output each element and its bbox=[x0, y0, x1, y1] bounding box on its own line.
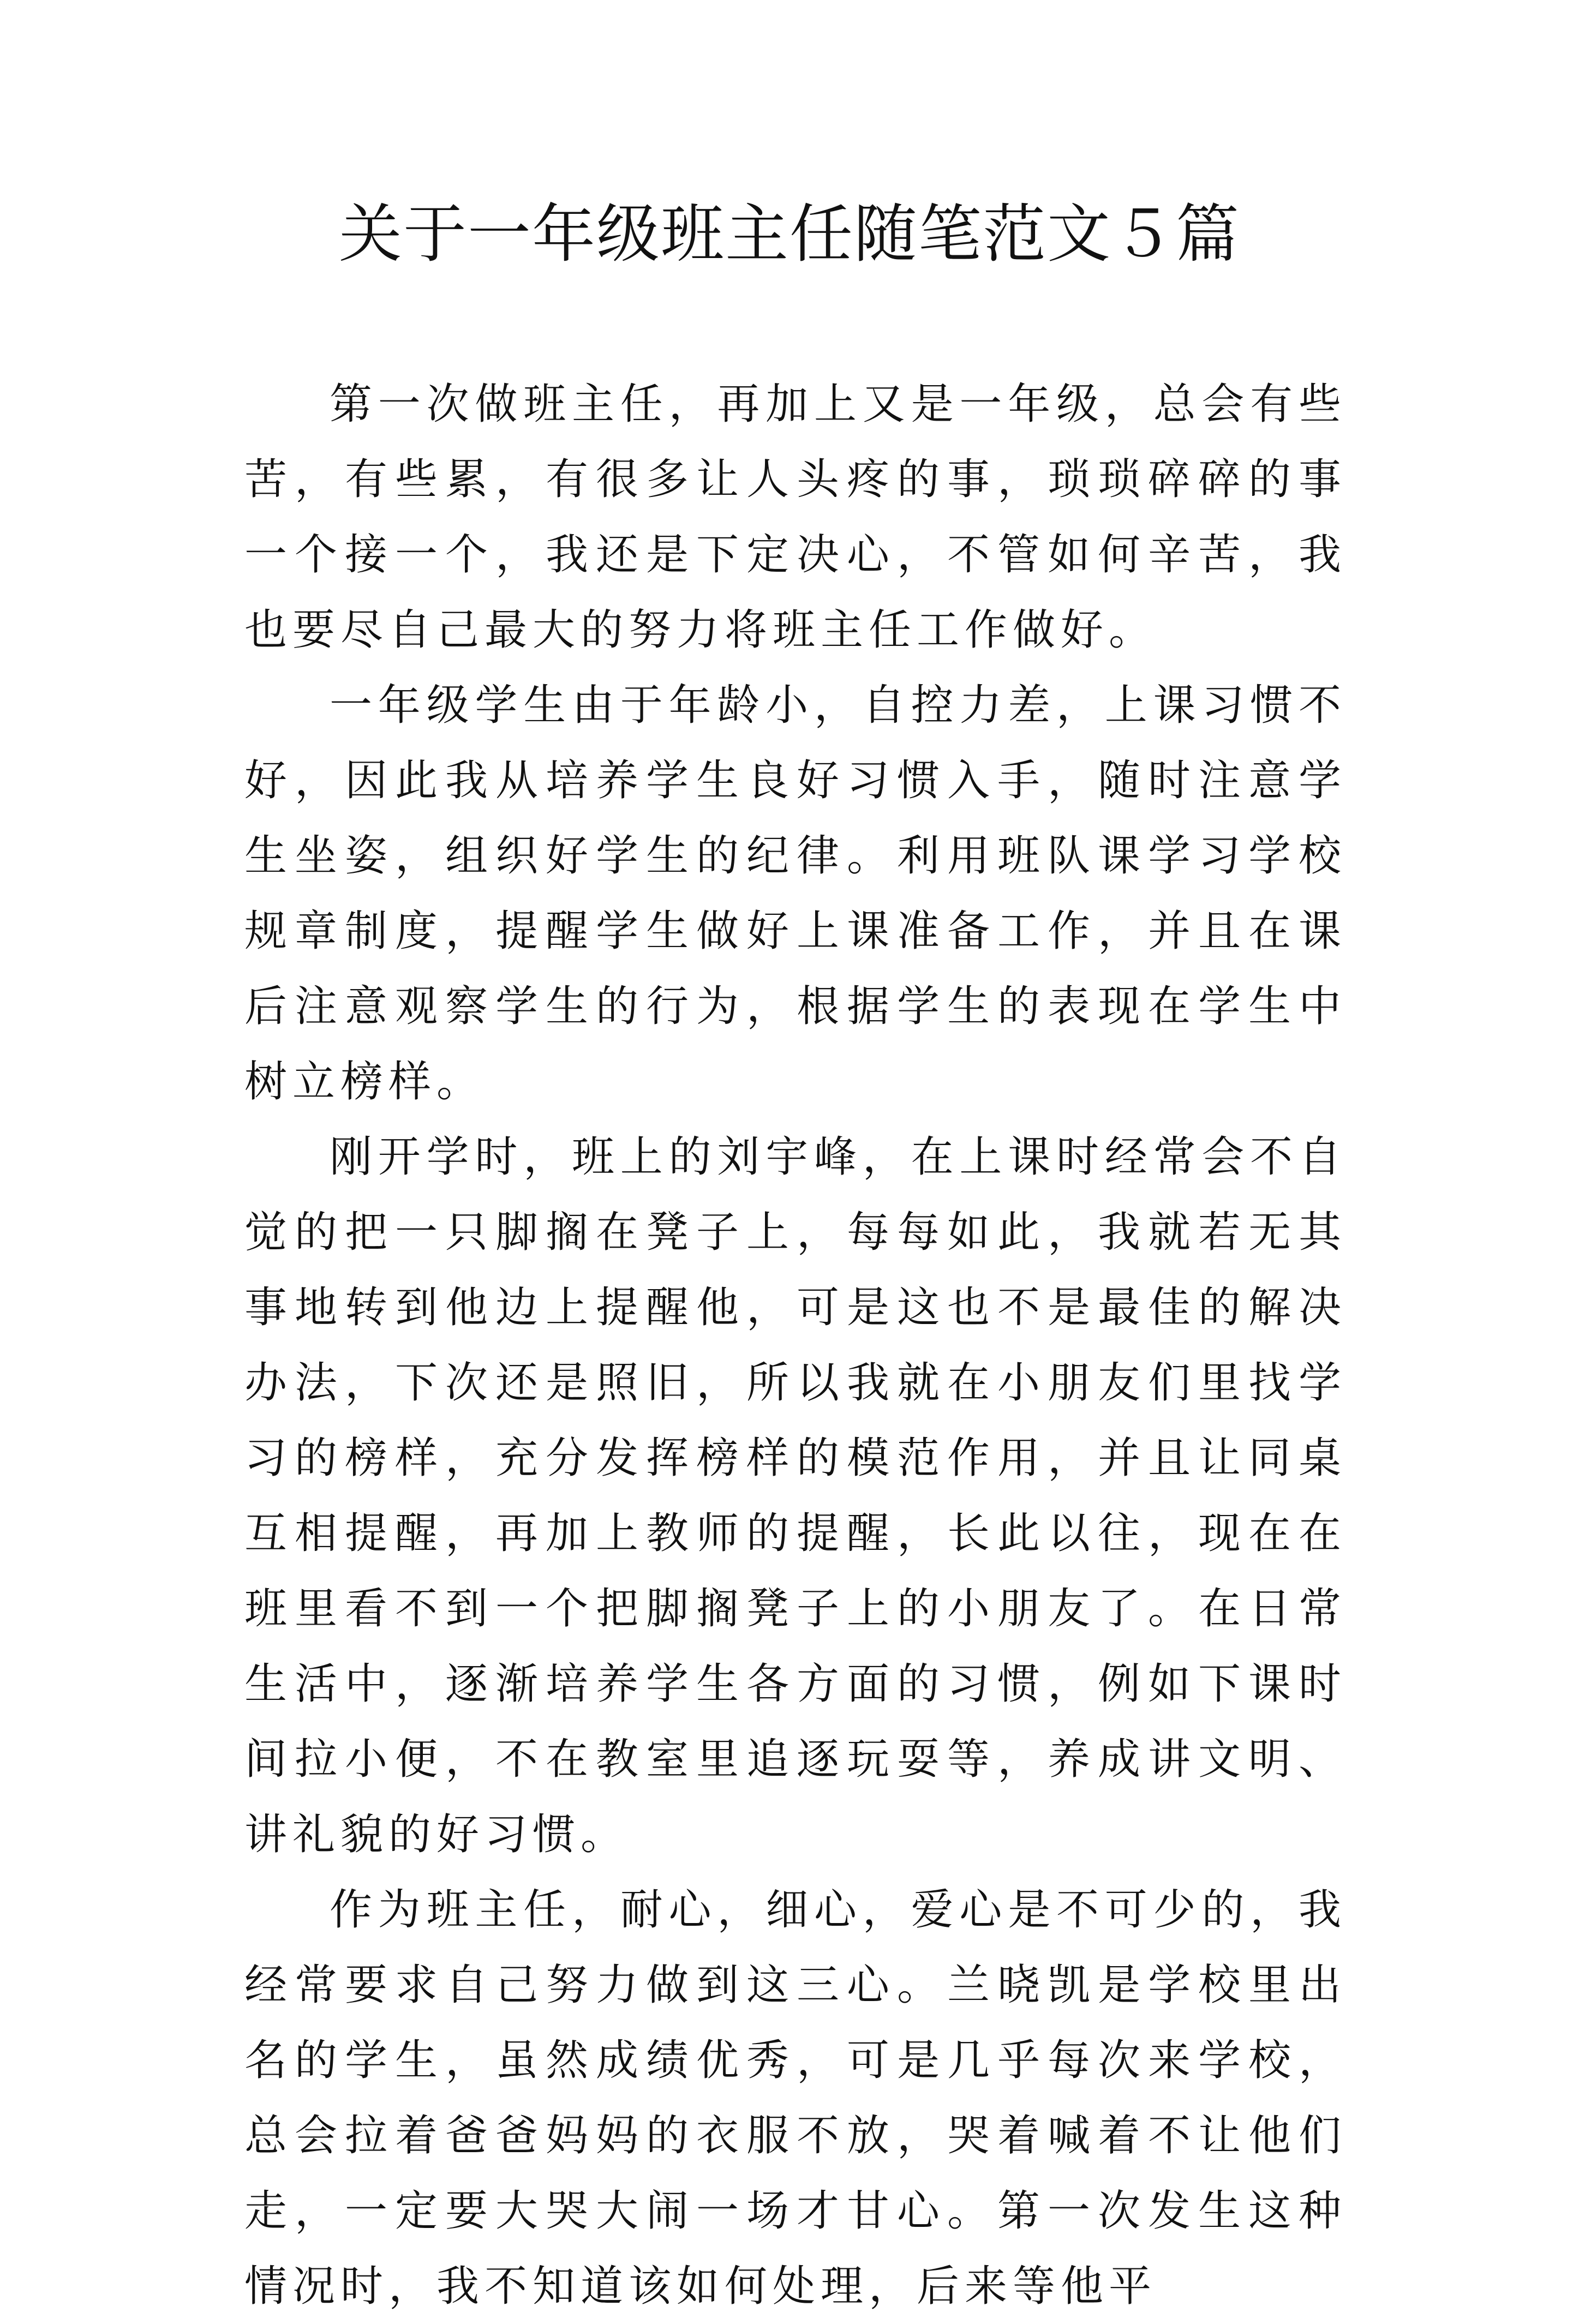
document-body bbox=[244, 367, 1347, 2324]
document-title: 关于一年级班主任随笔范文５篇 bbox=[339, 197, 1240, 271]
paragraph-2: 一年级学生由于年龄小，自控力差，上课习惯不好，因此我从培养学生良好习惯入手，随时注意学生坐姿，组织好学生的纪律。利用班队课学习学校规章制度，提醒学生做好上课准备工作，并且在课后注意观察学生的行为，根据学生的表现在学生中树立榜样。 bbox=[244, 681, 1347, 1106]
paragraph-4: 作为班主任，耐心，细心，爱心是不可少的，我经常要求自己努力做到这三心。兰晓凯是学校里出名的学生，虽然成绩优秀，可是几乎每次来学校，总会拉着爸爸妈妈的衣服不放，哭着喊着不让他们走，一定要大哭大闹一场才甘心。第一次发生这种情况时，我不知道该如何处理，后来等他平 bbox=[244, 1885, 1347, 2311]
paragraph-1: 第一次做班主任，再加上又是一年级，总会有些苦，有些累，有很多让人头疼的事，琐琐碎碎的事一个接一个，我还是下定决心，不管如何辛苦，我也要尽自己最大的努力将班主任工作做好。 bbox=[244, 380, 1347, 655]
paragraph-3: 刚开学时，班上的刘宇峰，在上课时经常会不自觉的把一只脚搁在凳子上，每每如此，我就若无其事地转到他边上提醒他，可是这也不是最佳的解决办法，下次还是照旧，所以我就在小朋友们里找学习的榜样，充分发挥榜样的模范作用，并且让同桌互相提醒，再加上教师的提醒，长此以往，现在在班里看不到一个把脚搁凳子上的小朋友了。在日常生活中，逐渐培养学生各方面的习惯，例如下课时间拉小便，不在教室里追逐玩耍等，养成讲文明、讲礼貌的好习惯。 bbox=[244, 1133, 1347, 1859]
